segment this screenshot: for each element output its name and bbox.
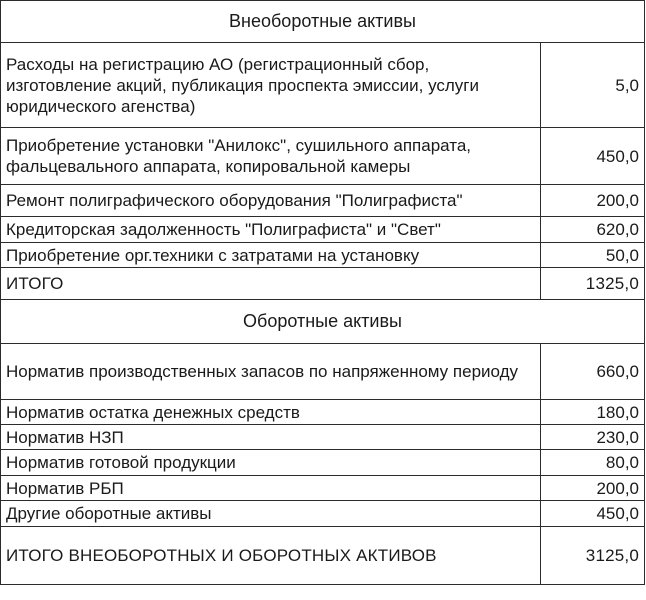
table-row — [1, 128, 645, 185]
table-row — [1, 217, 645, 243]
row-name: Норматив РБП — [1, 476, 541, 501]
section-header-row — [1, 300, 645, 344]
row-name: Кредиторская задолженность "Полиграфиста" и "Свет" — [1, 217, 541, 243]
row-name: Другие оборотные активы — [1, 501, 541, 527]
table-row — [1, 185, 645, 217]
table-row — [1, 400, 645, 425]
row-value: 230,0 — [541, 425, 645, 450]
row-name: Ремонт полиграфического оборудования "Полиграфиста" — [1, 185, 541, 217]
row-name: Норматив НЗП — [1, 425, 541, 450]
table-row — [1, 344, 645, 400]
table-row — [1, 425, 645, 450]
row-value: 450,0 — [541, 128, 645, 185]
row-name: Норматив остатка денежных средств — [1, 400, 541, 425]
row-value: 80,0 — [541, 450, 645, 476]
grand-total-row — [1, 527, 645, 585]
table-row — [1, 501, 645, 527]
row-name: Норматив производственных запасов по напряженному периоду — [1, 344, 541, 400]
section-header-non-current: Внеоборотные активы — [1, 1, 645, 43]
row-value: 50,0 — [541, 243, 645, 268]
table-row — [1, 450, 645, 476]
section-header-row — [1, 1, 645, 43]
total-label: ИТОГО — [1, 268, 541, 300]
section-header-current: Оборотные активы — [1, 300, 645, 344]
row-name: Приобретение установки "Анилокс", сушильного аппарата, фальцевального аппарата, копировальной камеры — [1, 128, 541, 185]
grand-total-label: ИТОГО ВНЕОБОРОТНЫХ И ОБОРОТНЫХ АКТИВОВ — [1, 527, 541, 585]
row-value: 200,0 — [541, 476, 645, 501]
total-row — [1, 268, 645, 300]
row-value: 180,0 — [541, 400, 645, 425]
row-value: 450,0 — [541, 501, 645, 527]
row-name: Норматив готовой продукции — [1, 450, 541, 476]
row-value: 660,0 — [541, 344, 645, 400]
table-row — [1, 243, 645, 268]
total-value: 1325,0 — [541, 268, 645, 300]
row-value: 620,0 — [541, 217, 645, 243]
grand-total-value: 3125,0 — [541, 527, 645, 585]
row-value: 5,0 — [541, 43, 645, 128]
table-row — [1, 476, 645, 501]
row-name: Приобретение орг.техники с затратами на установку — [1, 243, 541, 268]
table-row — [1, 43, 645, 128]
row-name: Расходы на регистрацию АО (регистрационный сбор, изготовление акций, публикация проспекта эмиссии, услуги юридического агенства) — [1, 43, 541, 128]
row-value: 200,0 — [541, 185, 645, 217]
